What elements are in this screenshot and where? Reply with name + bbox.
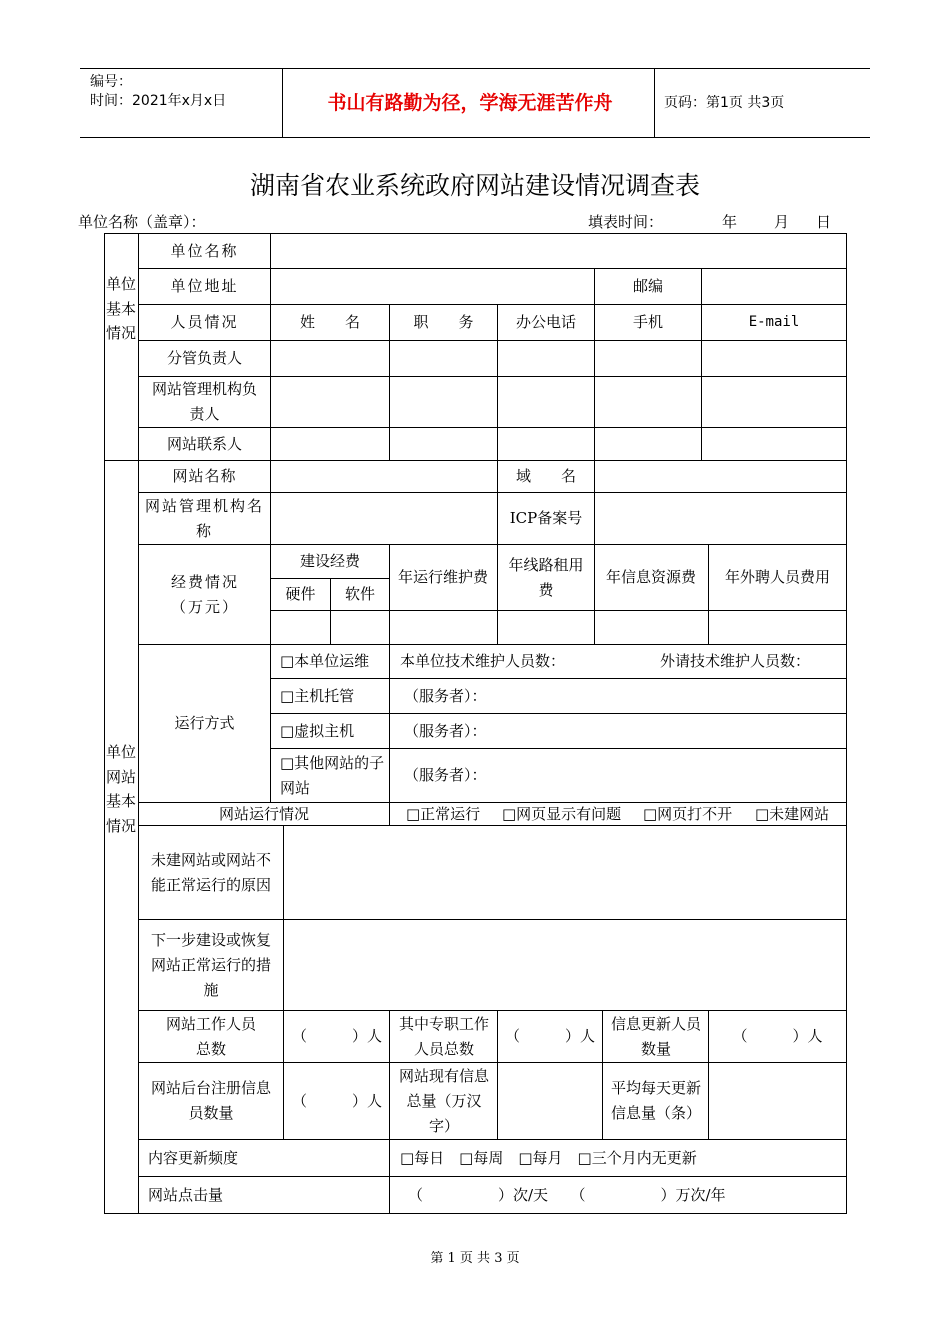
personnel-cell: 人员情况 [170,313,239,331]
office-phone-header: 办公电话 [515,313,576,331]
freq-cell: 内容更新频度 [148,1148,239,1167]
month-label: 月 [774,213,790,231]
operation-mode-cell: 运行方式 [174,714,235,732]
self-staff-count: 本单位技术维护人员数： [400,652,566,670]
external-staff-count: 外请技术维护人员数： [660,652,811,670]
opt-hosting-checkbox[interactable]: □主机托管 [280,686,355,705]
day-label: 日 [816,213,832,231]
unit-name-label: 单位名称（盖章）： [78,213,206,231]
annual-line-header: 年线路租用费 [508,555,584,599]
mgmt-org-name-cell: 网站管理机构名称 [144,496,264,540]
status-open-checkbox[interactable]: □网页打不开 [643,804,733,823]
reason-cell: 未建网站或网站不能正常运行的原因 [150,850,271,894]
status-none-checkbox[interactable]: □未建网站 [755,804,830,823]
serial-label: 编号： [90,74,132,90]
domain-cell: 域 名 [515,467,576,485]
hits-value: （ ）次/天 （ ）万次/年 [408,1185,726,1204]
unit-name-cell: 单位名称 [170,241,239,260]
annual-hire-header: 年外聘人员费用 [724,568,830,586]
status-display-checkbox[interactable]: □网页显示有问题 [502,804,622,823]
header-left [90,73,226,111]
form-title: 湖南省农业系统政府网站建设情况调查表 [249,171,700,200]
position-header: 职 务 [413,313,474,331]
name-header: 姓 名 [299,313,360,331]
run-status-cell: 网站运行情况 [218,804,309,823]
annual-info-header: 年信息资源费 [605,568,696,586]
status-normal-checkbox[interactable]: □正常运行 [406,804,481,823]
page-footer: 第 1 页 共 3 页 [430,1251,520,1266]
staff-total-cell: 网站工作人员总数 [166,1014,257,1058]
contact-cell: 网站联系人 [166,434,242,453]
fill-time-label: 填表时间： [588,213,664,231]
opt-self-checkbox[interactable]: □本单位运维 [280,652,370,670]
header-divider [654,69,655,137]
funding-cell: 经费情况（万元） [170,572,239,616]
time-label: 时间：2021年x月x日 [90,93,227,109]
hosting-provider: （服务者）： [404,686,487,705]
unit-address-cell: 单位地址 [170,277,239,295]
hits-cell: 网站点击量 [148,1185,224,1204]
info-total-cell: 网站现有信息总量（万汉字） [398,1066,489,1135]
annual-maint-header: 年运行维护费 [397,568,488,586]
email-header: E-mail [748,314,800,330]
update-staff-value: （ ）人 [732,1027,823,1045]
virtual-provider: （服务者）： [404,721,487,740]
site-name-cell: 网站名称 [172,467,237,485]
page-info: 页码：第1页 共3页 [664,95,785,111]
opt-subsite-checkbox[interactable]: □其他网站的子网站 [280,753,385,797]
mobile-header: 手机 [632,313,663,331]
hardware-header: 硬件 [285,585,316,603]
subsite-provider: （服务者）： [404,766,487,784]
year-label: 年 [722,213,738,231]
update-staff-cell: 信息更新人员数量 [610,1014,701,1058]
backend-users-value: （ ）人 [292,1091,383,1110]
motto: 书山有路勤为径，学海无涯苦作舟 [327,92,613,114]
daily-updates-cell: 平均每天更新信息量（条） [610,1079,701,1122]
section-unit-basic: 单位基本情况 [106,275,137,343]
freq-options[interactable]: □每日 □每周 □每月 □三个月内无更新 [400,1148,697,1167]
staff-fulltime-value: （ ）人 [505,1027,596,1045]
page-header [80,68,870,138]
header-divider [282,69,283,137]
in-charge-cell: 分管负责人 [166,349,242,367]
staff-fulltime-cell: 其中专职工作人员总数 [398,1014,489,1058]
backend-users-cell: 网站后台注册信息员数量 [150,1079,271,1122]
postcode-cell: 邮编 [632,277,663,295]
section-website-basic: 单位网站基本情况 [106,743,137,836]
build-cost-header: 建设经费 [299,552,360,570]
icp-cell: ICP备案号 [509,509,583,527]
staff-total-value: （ ）人 [292,1027,383,1045]
opt-virtual-checkbox[interactable]: □虚拟主机 [280,721,355,740]
next-steps-cell: 下一步建设或恢复网站正常运行的措施 [150,930,271,999]
mgmt-head-cell: 网站管理机构负责人 [151,380,257,423]
software-header: 软件 [344,585,375,603]
